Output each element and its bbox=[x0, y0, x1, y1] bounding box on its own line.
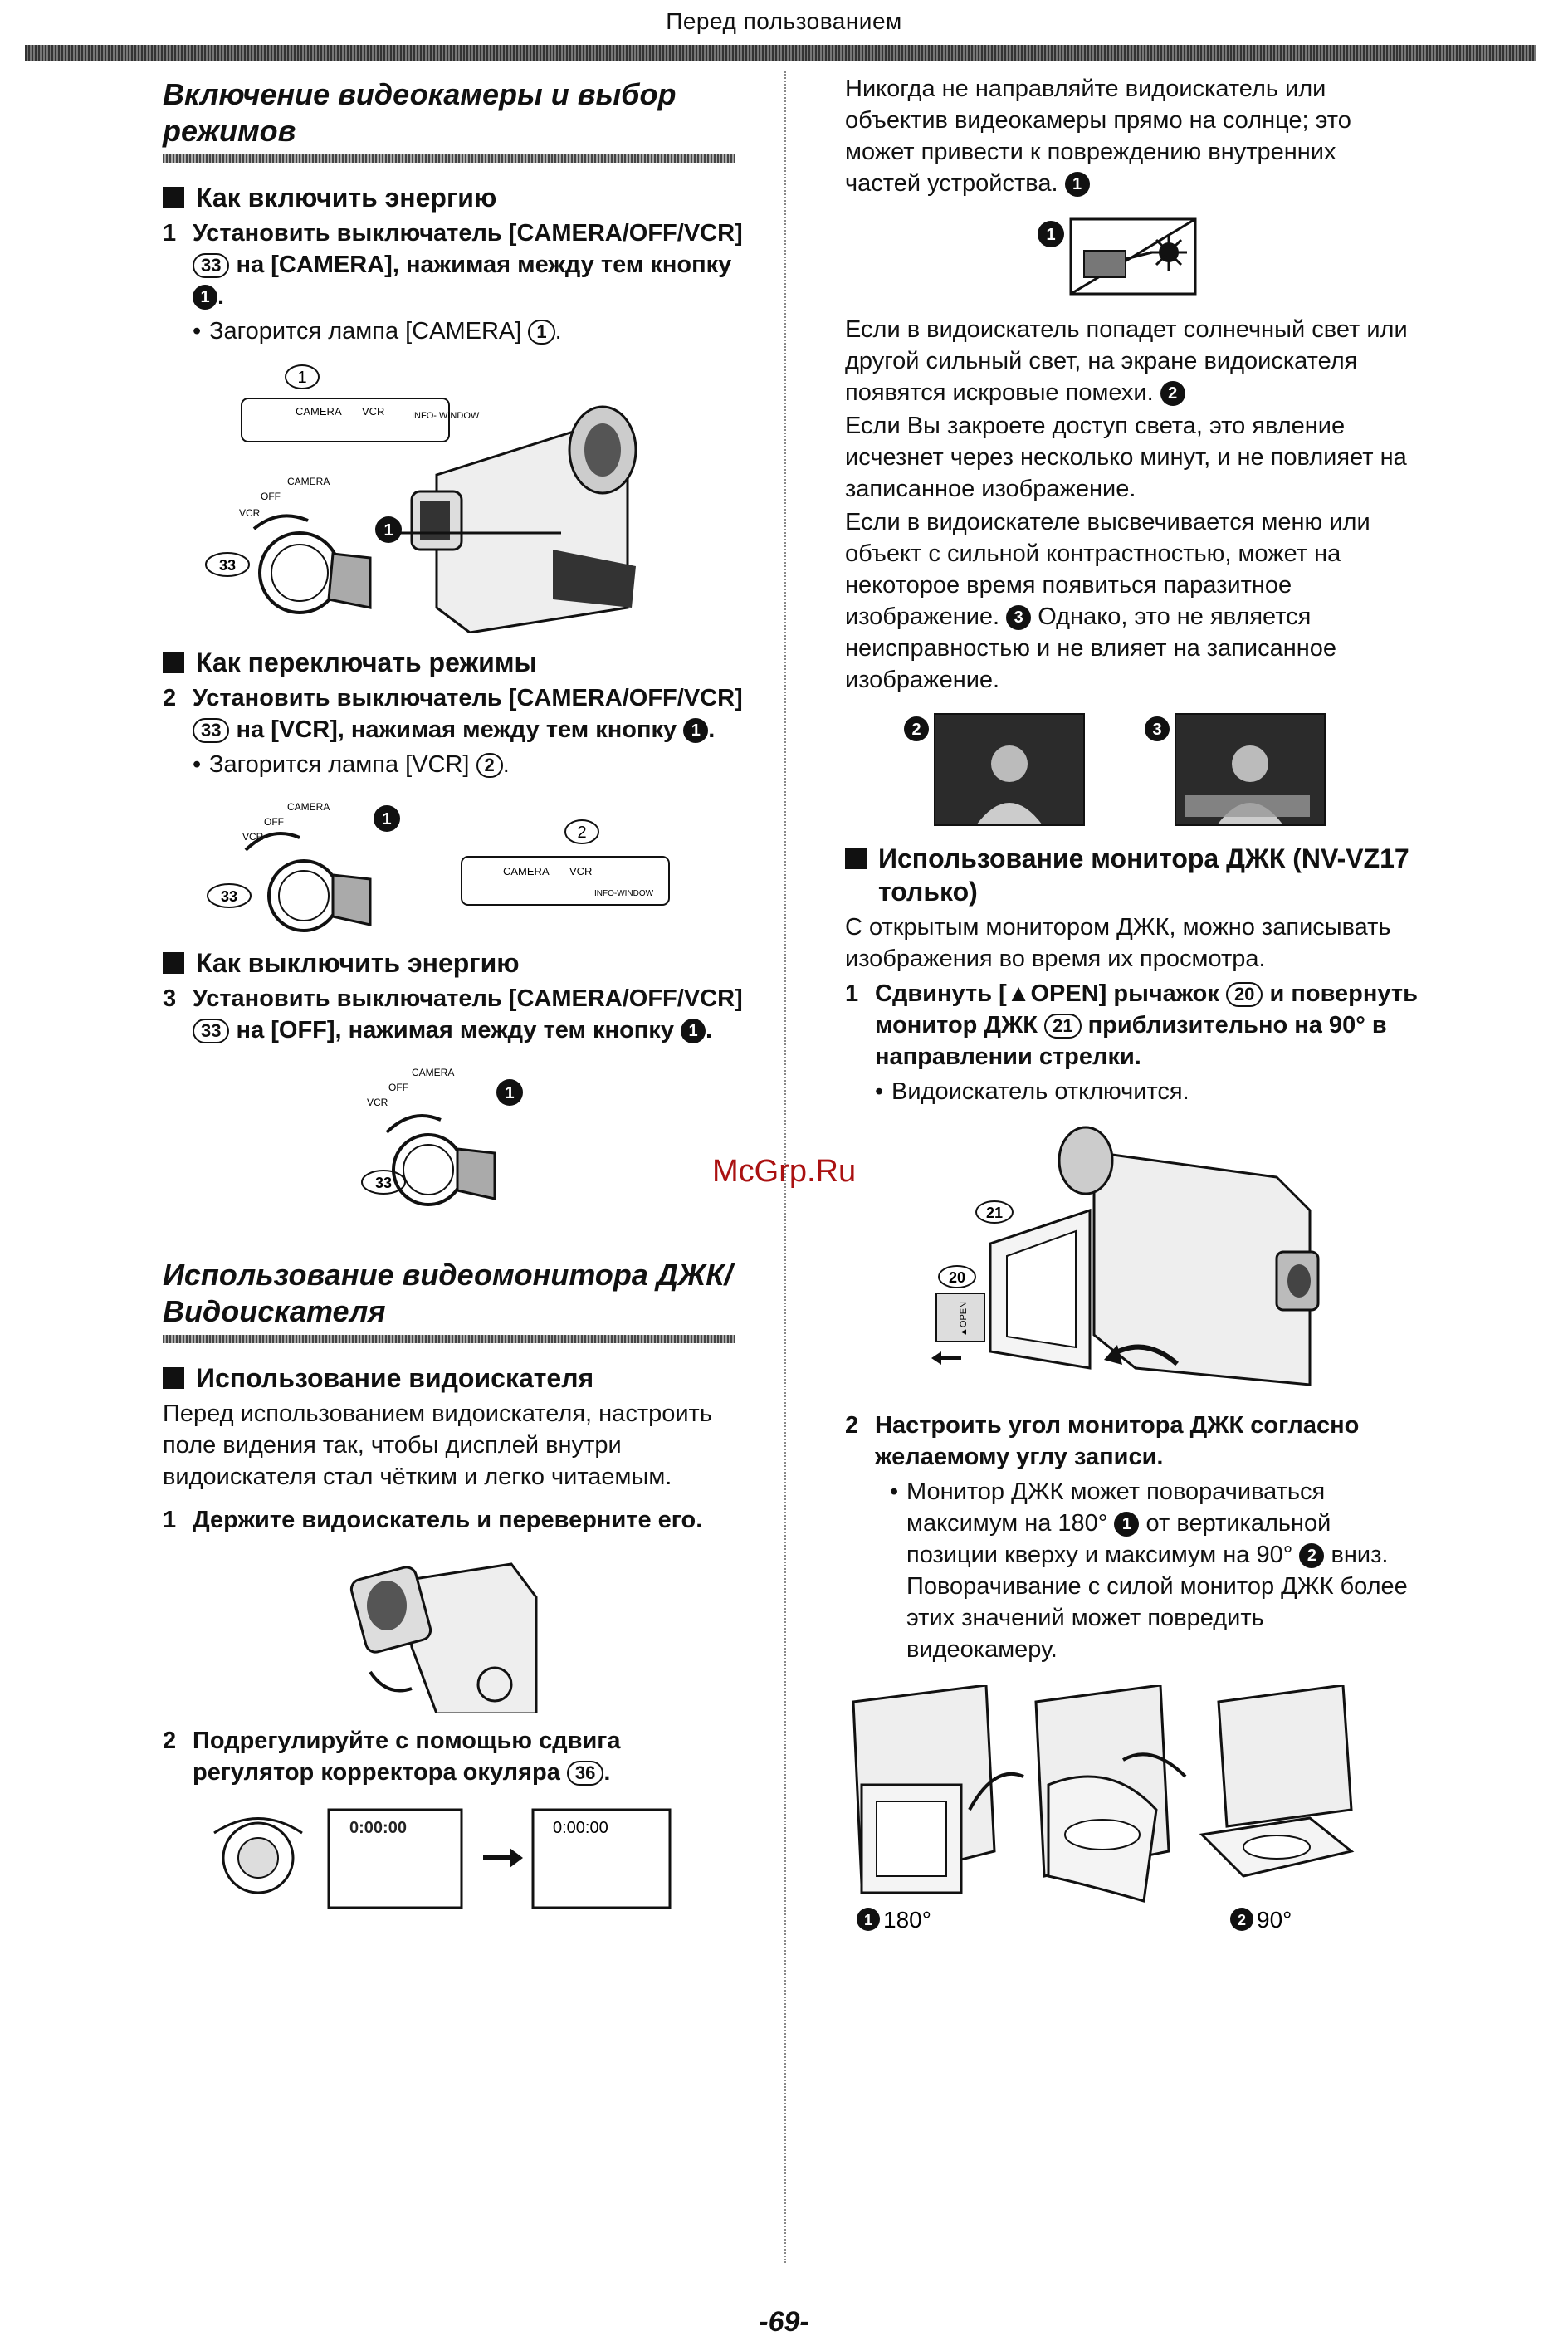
step-text-part1: Установить выключатель [CAMERA/OFF/VCR] bbox=[193, 985, 743, 1012]
bullet-content: Загорится лампа [VCR] 2 . bbox=[209, 751, 510, 778]
step-2-viewfinder bbox=[163, 1725, 744, 1788]
marker-1-icon bbox=[496, 1079, 523, 1106]
bullet-dot: • bbox=[890, 1478, 899, 1505]
marker-3-icon bbox=[1145, 716, 1170, 741]
figure-switch-vcr bbox=[163, 792, 744, 933]
bullet-vcr-lamp bbox=[193, 749, 744, 780]
step-text-part2: и повернуть монитор ДЖК bbox=[875, 980, 1418, 1039]
page-number: -69- bbox=[759, 2306, 809, 2338]
bullet-content bbox=[906, 1476, 1418, 1665]
svg-text:1: 1 bbox=[382, 810, 392, 828]
step-1-power-on bbox=[163, 217, 744, 312]
camcorder-illustration bbox=[163, 359, 677, 633]
marker-1-icon bbox=[857, 1908, 880, 1931]
figure-lcd-angles bbox=[845, 1685, 1418, 1934]
lcd-open-illustration bbox=[887, 1119, 1385, 1393]
step-number: 2 bbox=[163, 685, 177, 711]
section-rule bbox=[163, 154, 735, 163]
step-number: 1 bbox=[163, 1507, 177, 1533]
lamp-label-camera: CAMERA bbox=[296, 405, 342, 418]
step-text: Подрегулируйте с помощью сдвига регулятор корректора окуляра 36 . bbox=[193, 1728, 621, 1786]
svg-text:2: 2 bbox=[911, 721, 921, 739]
para3-text: Если в видоискателе высвечивается меню или объект с сильной контрастностью, может на некоторое время появиться паразитное изображение. bbox=[845, 509, 1370, 630]
step-text: Установить выключатель [CAMERA/OFF/VCR] 33 на [VCR], нажимая между тем кнопку 1 . bbox=[193, 685, 743, 743]
bullet-text-b: от вертикальной позиции кверху и максимум на 90° bbox=[906, 1510, 1331, 1568]
svg-text:CAMERA: CAMERA bbox=[412, 1067, 455, 1078]
figure-power-off bbox=[163, 1058, 744, 1207]
step-text: Установить выключатель [CAMERA/OFF/VCR] 33 на [CAMERA], нажимая между тем кнопку 1 . bbox=[193, 220, 743, 310]
marker-2-icon bbox=[1230, 1908, 1253, 1931]
square-bullet-icon bbox=[163, 1367, 184, 1389]
section-rule bbox=[163, 1335, 735, 1343]
eyepiece-knob-icon bbox=[214, 1819, 302, 1894]
bullet-dot: • bbox=[193, 751, 202, 778]
viewfinder-illustration bbox=[163, 1547, 677, 1713]
lcd-monitor-icon bbox=[990, 1210, 1090, 1368]
step-text-part1: Установить выключатель [CAMERA/OFF/VCR] bbox=[193, 220, 743, 247]
svg-text:OFF: OFF bbox=[261, 491, 281, 502]
step-text-part2: на [CAMERA], нажимая между тем кнопку bbox=[236, 252, 732, 278]
ref-badge: 33 bbox=[193, 718, 229, 743]
step-number: 1 bbox=[845, 980, 859, 1007]
page-header bbox=[0, 0, 1568, 66]
square-bullet-icon bbox=[845, 848, 867, 869]
subheading-text: Как выключить энергию bbox=[196, 948, 520, 978]
camcorder-body-icon bbox=[1059, 1127, 1318, 1385]
ref-top-icon bbox=[286, 365, 319, 389]
dial-vcr-illustration bbox=[163, 792, 677, 933]
open-lever-icon bbox=[931, 1293, 984, 1365]
bullet-text: Загорится лампа [VCR] bbox=[209, 751, 470, 778]
svg-text:33: 33 bbox=[220, 888, 238, 905]
marker-icon: 1 bbox=[683, 718, 708, 743]
step-text-part1: Сдвинуть [▲OPEN] рычажок bbox=[875, 980, 1219, 1007]
camcorder-lcd-down-icon bbox=[1202, 1685, 1351, 1876]
svg-text:21: 21 bbox=[985, 1205, 1004, 1221]
paragraph-ghost bbox=[845, 506, 1418, 696]
svg-text:1: 1 bbox=[1046, 226, 1056, 244]
svg-text:33: 33 bbox=[374, 1175, 393, 1191]
figure-eyepiece-adjust bbox=[163, 1800, 744, 1916]
square-bullet-icon bbox=[163, 652, 184, 673]
subheading-text: Использование монитора ДЖК (NV-VZ17 только) bbox=[878, 843, 1409, 907]
marker-icon: 1 bbox=[681, 1019, 706, 1043]
figure-open-lcd bbox=[887, 1119, 1418, 1393]
step-number: 1 bbox=[163, 220, 177, 247]
step-text-part1: Подрегулируйте с помощью сдвига регулятор корректора окуляра bbox=[193, 1728, 621, 1786]
step-text-part2: на [OFF], нажимая между тем кнопку bbox=[236, 1017, 674, 1043]
header-rule bbox=[25, 45, 1536, 61]
ref-badge: 36 bbox=[567, 1761, 603, 1786]
bullet-text-a: Монитор ДЖК может поворачиваться максимум на 180° bbox=[906, 1478, 1326, 1537]
svg-text:CAMERA: CAMERA bbox=[287, 476, 330, 487]
ref-top-icon bbox=[565, 820, 598, 843]
photo-glare bbox=[935, 714, 1084, 825]
ref-badge: 1 bbox=[528, 320, 554, 345]
svg-text:2: 2 bbox=[577, 824, 587, 842]
bullet-lcd-rotation bbox=[890, 1476, 1418, 1665]
svg-text:VCR: VCR bbox=[367, 1097, 388, 1108]
svg-text:1: 1 bbox=[863, 1912, 873, 1928]
step-text: Установить выключатель [CAMERA/OFF/VCR] 33 на [OFF], нажимая между тем кнопку 1 . bbox=[193, 985, 743, 1043]
lamp-label-vcr: VCR bbox=[569, 865, 593, 877]
subheading-viewfinder bbox=[163, 1361, 744, 1395]
spacer bbox=[163, 1219, 744, 1252]
lcd-intro: С открытым монитором ДЖК, можно записывать изображения во время их просмотра. bbox=[845, 914, 1391, 972]
svg-text:OFF: OFF bbox=[264, 816, 284, 828]
lamp-label-info: INFO- WINDOW bbox=[412, 411, 480, 421]
marker-1-icon bbox=[375, 516, 402, 543]
marker-icon: 2 bbox=[1299, 1543, 1324, 1568]
figure-sun-warning bbox=[1036, 211, 1418, 302]
ref-monitor-icon bbox=[976, 1201, 1013, 1223]
angle-180-label: 180° bbox=[883, 1907, 931, 1933]
bullet-text: Загорится лампа [CAMERA] bbox=[209, 318, 522, 345]
svg-text:33: 33 bbox=[218, 557, 237, 574]
svg-text:▲OPEN: ▲OPEN bbox=[959, 1301, 969, 1337]
dial-ref-icon bbox=[206, 553, 249, 576]
lcd-angles-illustration bbox=[845, 1685, 1376, 1934]
marker-icon: 1 bbox=[1114, 1512, 1139, 1537]
subheading-power-on bbox=[163, 181, 744, 214]
bullet-text-c: вниз. Поворачивание с силой монитор ДЖК более этих значений может повредить видеокамеру. bbox=[906, 1542, 1408, 1663]
step-text: Настроить угол монитора ДЖК согласно желаемому углу записи. bbox=[875, 1412, 1360, 1470]
section-title-monitor: Использование видеомонитора ДЖК/Видоискателя bbox=[163, 1258, 733, 1328]
step-2-switch-modes bbox=[163, 682, 744, 745]
step-1-lcd bbox=[845, 978, 1418, 1073]
bullet-content: Загорится лампа [CAMERA] 1 . bbox=[209, 318, 562, 345]
paragraph-recover: Если Вы закроете доступ света, это явление исчезнет через несколько минут, и не повлияет на записанное изображение. bbox=[845, 413, 1407, 502]
time-blurry: 0:00:00 bbox=[349, 1819, 407, 1837]
svg-text:VCR: VCR bbox=[242, 831, 264, 843]
marker-icon: 3 bbox=[1006, 605, 1031, 630]
ref-badge: 21 bbox=[1044, 1014, 1081, 1039]
bullet-viewfinder-off bbox=[875, 1076, 1418, 1107]
angle-90-label: 90° bbox=[1257, 1907, 1292, 1933]
time-sharp: 0:00:00 bbox=[553, 1819, 608, 1837]
step-3-power-off bbox=[163, 983, 744, 1046]
camcorder-viewfinder-icon bbox=[349, 1564, 536, 1713]
subheading-power-off bbox=[163, 946, 744, 980]
marker-2-icon bbox=[904, 716, 929, 741]
eyepiece-illustration bbox=[163, 1800, 677, 1916]
step-number: 2 bbox=[845, 1412, 859, 1439]
step-text-part2: на [VCR], нажимая между тем кнопку bbox=[236, 716, 677, 743]
photos-illustration bbox=[903, 712, 1368, 828]
svg-text:3: 3 bbox=[1152, 721, 1162, 739]
svg-text:20: 20 bbox=[948, 1269, 966, 1286]
watermark: McGrp.Ru bbox=[712, 1154, 857, 1189]
bullet-dot: • bbox=[875, 1078, 884, 1105]
camcorder-lcd-up-icon bbox=[853, 1685, 1023, 1893]
figure-viewfinder-tilt bbox=[163, 1547, 744, 1713]
para1-text: Если в видоискатель попадет солнечный свет или другой сильный свет, на экране видоискателя появятся искровые помехи. bbox=[845, 316, 1408, 406]
step-number: 2 bbox=[163, 1728, 177, 1754]
step-text: Держите видоискатель и переверните его. bbox=[193, 1507, 703, 1533]
step-number: 3 bbox=[163, 985, 177, 1012]
svg-text:1: 1 bbox=[505, 1084, 515, 1102]
figure-camera-power bbox=[163, 359, 744, 633]
ref-badge: 33 bbox=[193, 253, 229, 278]
subheading-lcd bbox=[845, 842, 1418, 908]
dial-off-illustration bbox=[163, 1058, 677, 1207]
step-text bbox=[875, 978, 1418, 1073]
sun-warning bbox=[845, 73, 1418, 199]
step-text-part1: Установить выключатель [CAMERA/OFF/VCR] bbox=[193, 685, 743, 711]
dial-ref-icon bbox=[208, 884, 251, 907]
bullet-camera-lamp bbox=[193, 315, 744, 347]
marker-icon: 1 bbox=[193, 285, 217, 310]
svg-text:2: 2 bbox=[1237, 1912, 1247, 1928]
mode-dial-icon bbox=[242, 801, 370, 931]
step-2-lcd bbox=[845, 1410, 1418, 1473]
ref-badge: 20 bbox=[1226, 982, 1263, 1007]
warning-text: Никогда не направляйте видоискатель или объектив видеокамеры прямо на солнце; это может привести к повреждению внутренних частей устройства. bbox=[845, 76, 1351, 197]
lamp-label-info: INFO-WINDOW bbox=[594, 889, 654, 898]
svg-text:1: 1 bbox=[383, 521, 393, 540]
marker-1-icon bbox=[1038, 221, 1064, 247]
header-title: Перед пользованием bbox=[666, 8, 902, 34]
arrow-right-icon bbox=[483, 1848, 523, 1868]
ref-badge: 2 bbox=[476, 753, 503, 778]
subheading-text: Как включить энергию bbox=[196, 183, 497, 213]
step-1-viewfinder bbox=[163, 1504, 744, 1536]
svg-text:VCR: VCR bbox=[239, 507, 261, 519]
square-bullet-icon bbox=[163, 187, 184, 208]
svg-text:1: 1 bbox=[297, 369, 307, 387]
marker-icon: 1 bbox=[1065, 172, 1090, 197]
viewfinder-intro: Перед использованием видоискателя, настроить поле видения так, чтобы дисплей внутри видоискателя стал чётким и легко читаемым. bbox=[163, 1400, 712, 1490]
bullet-dot: • bbox=[193, 318, 202, 345]
sun-warning-illustration bbox=[1036, 211, 1202, 302]
left-column bbox=[163, 71, 744, 1928]
camcorder-lcd-flip-icon bbox=[1036, 1685, 1185, 1901]
svg-text:OFF: OFF bbox=[388, 1082, 408, 1093]
square-bullet-icon bbox=[163, 952, 184, 974]
ref-badge: 33 bbox=[193, 1019, 229, 1043]
paragraph-glare bbox=[845, 314, 1418, 408]
bullet-text: Видоискатель отключится. bbox=[891, 1078, 1189, 1105]
para3b-text: Однако, это не является неисправностью и не влияет на записанное изображение. bbox=[845, 604, 1337, 693]
marker-icon: 2 bbox=[1160, 381, 1185, 406]
lamp-label-vcr: VCR bbox=[362, 405, 385, 418]
figure-photos bbox=[903, 712, 1418, 828]
photo-ghost bbox=[1175, 714, 1325, 825]
right-column bbox=[845, 71, 1418, 1946]
svg-text:CAMERA: CAMERA bbox=[287, 801, 330, 813]
marker-1-icon bbox=[374, 805, 400, 832]
step-text-part3: приблизительно на 90° в направлении стрелки. bbox=[875, 1012, 1387, 1070]
subheading-switch-modes bbox=[163, 646, 744, 679]
subheading-text: Использование видоискателя bbox=[196, 1363, 594, 1393]
section-title-power: Включение видеокамеры и выбор режимов bbox=[163, 77, 677, 148]
ref-lever-icon bbox=[939, 1266, 975, 1288]
subheading-text: Как переключать режимы bbox=[196, 648, 537, 677]
lamp-label-camera: CAMERA bbox=[503, 865, 550, 877]
